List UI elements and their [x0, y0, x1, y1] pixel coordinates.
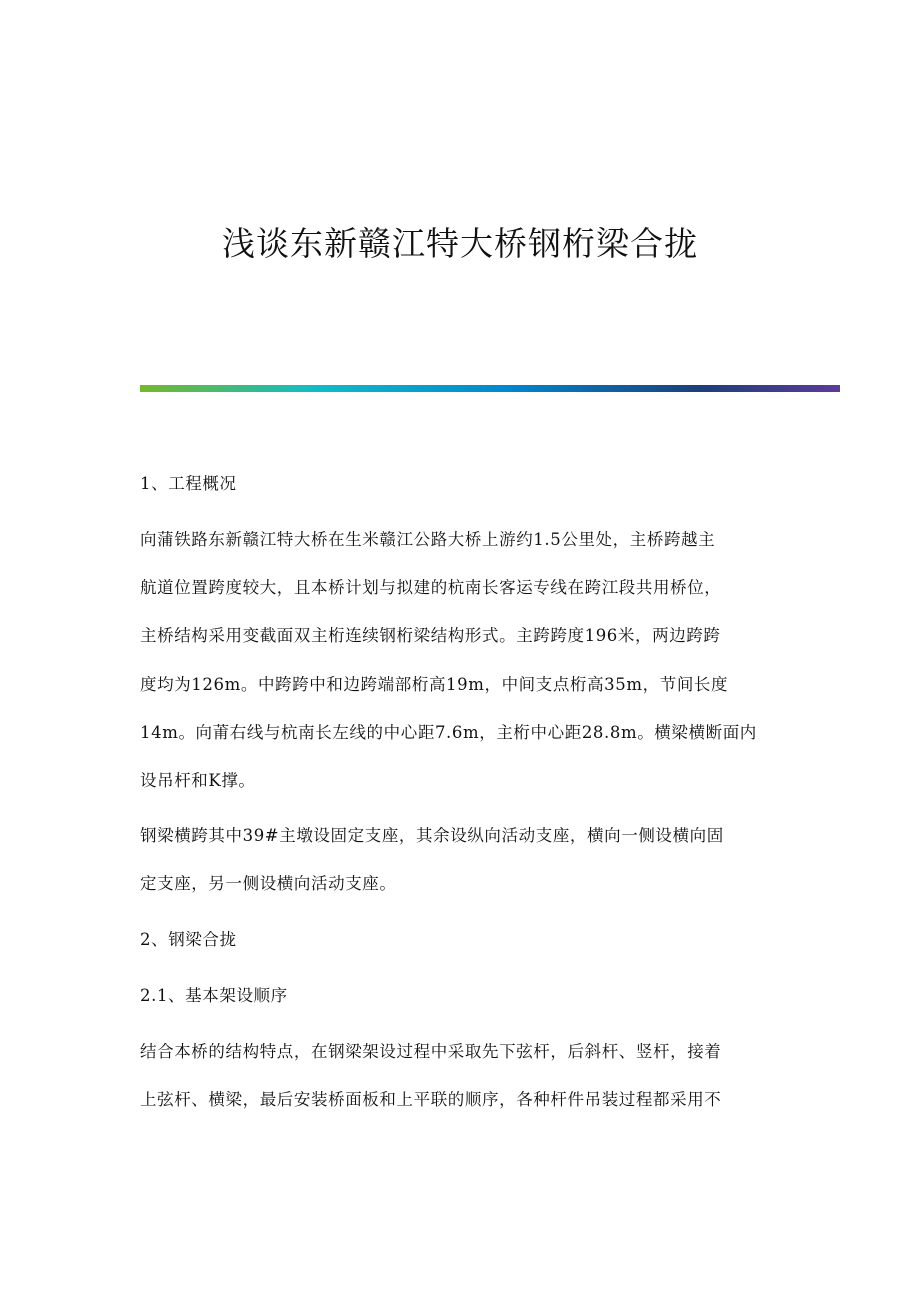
- paragraph-line: 结合本桥的结构特点，在钢梁架设过程中采取先下弦杆，后斜杆、竖杆，接着: [140, 1042, 722, 1061]
- paragraph-line: 向蒲铁路东新赣江特大桥在生米赣江公路大桥上游约1.5公里处，主桥跨越主: [140, 530, 716, 549]
- section-heading: 2、钢梁合拢: [140, 930, 237, 949]
- paragraph-line: 度均为126m。中跨跨中和边跨端部桁高19m，中间支点桁高35m，节间长度: [140, 675, 729, 694]
- document-title: 浅谈东新赣江特大桥钢桁梁合拢: [222, 224, 698, 263]
- paragraph-line: 钢梁横跨其中39#主墩设固定支座，其余设纵向活动支座，横向一侧设横向固: [140, 826, 724, 845]
- subsection-heading: 2.1、基本架设顺序: [140, 986, 288, 1005]
- paragraph-line: 14m。向莆右线与杭南长左线的中心距7.6m，主桁中心距28.8m。横梁横断面内: [140, 723, 757, 742]
- title-divider: [140, 385, 840, 392]
- paragraph-line: 航道位置跨度较大，且本桥计划与拟建的杭南长客运专线在跨江段共用桥位，: [140, 578, 722, 597]
- paragraph-line: 主桥结构采用变截面双主桁连续钢桁梁结构形式。主跨跨度196米，两边跨跨: [140, 626, 721, 645]
- paragraph-line: 设吊杆和K撑。: [140, 771, 256, 790]
- paragraph-line: 定支座，另一侧设横向活动支座。: [140, 874, 397, 893]
- paragraph-line: 上弦杆、横梁，最后安装桥面板和上平联的顺序，各种杆件吊装过程都采用不: [140, 1090, 722, 1109]
- section-heading: 1、工程概况: [140, 474, 237, 493]
